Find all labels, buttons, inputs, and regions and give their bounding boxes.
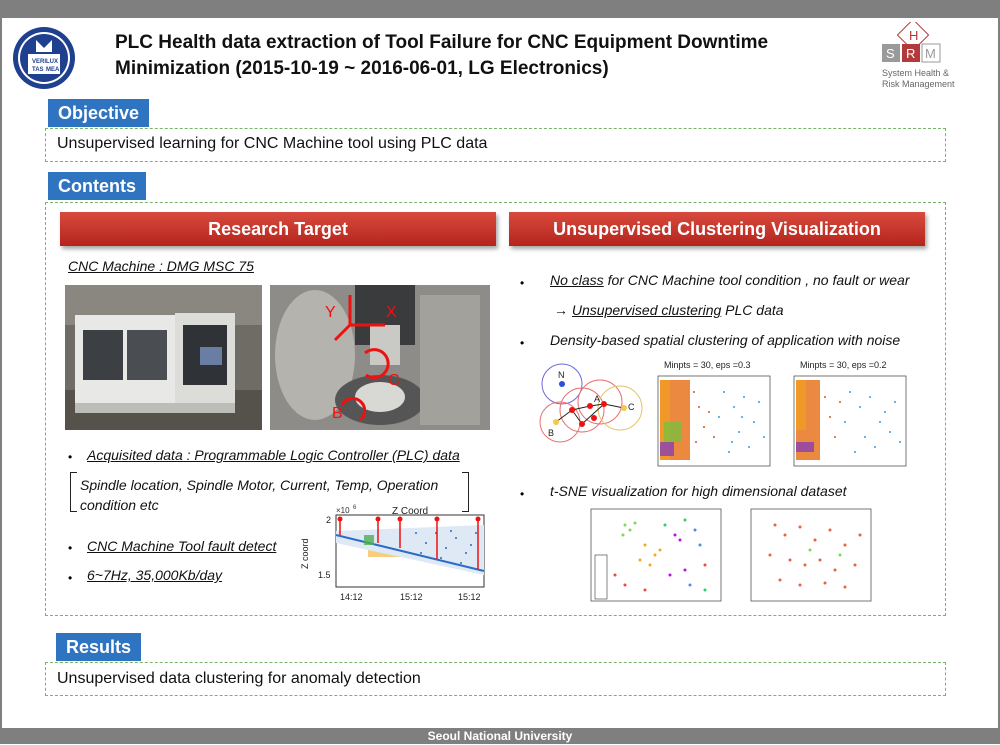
unsupervised-clustering-underlined: Unsupervised clustering [571, 302, 722, 318]
logo-text-2: LUX [46, 59, 58, 65]
sampling-rate-text: 6~7Hz, 35,000Kb/day [87, 567, 223, 583]
bullet-dot: • [68, 450, 73, 464]
axis-label-y: Y [325, 304, 336, 321]
bullet-dot: • [520, 487, 525, 501]
dbscan-label-c: C [628, 402, 635, 412]
zplot-ytick-1: 2 [326, 515, 332, 525]
left-border [0, 0, 2, 744]
shrm-logo [880, 22, 975, 92]
dbscan-plot-1-canvas [654, 372, 774, 472]
dbscan-label-b: B [548, 428, 555, 438]
logo-letter-h: H [909, 28, 919, 43]
logo-letter-r: R [906, 46, 916, 61]
objective-text: Unsupervised learning for CNC Machine tool using PLC data [57, 135, 488, 152]
axis-label-c: C [388, 372, 400, 389]
logo-text-3: TAS [32, 67, 44, 73]
no-class-text [550, 272, 910, 288]
no-class-underlined: No class [550, 272, 604, 288]
axis-label-x: X [386, 304, 397, 321]
dbscan-plot-1 [654, 360, 774, 472]
zplot-xtick-1: 14:12 [340, 592, 363, 602]
footer: Seoul National University [0, 728, 1000, 744]
tsne-plot-1 [585, 505, 725, 607]
bracket-left [70, 472, 77, 512]
z-coord-plot [296, 503, 488, 605]
machine-axes-photo [270, 285, 490, 430]
tsne-plot-2 [745, 505, 875, 607]
zplot-xtick-3: 15:12 [458, 592, 481, 602]
bullet-dot: • [68, 541, 73, 555]
logo-caption-2: Risk Management [882, 79, 955, 89]
bullet-dot: • [520, 276, 525, 290]
dbscan-label-n: N [558, 370, 565, 380]
dbscan-text: Density-based spatial clustering of application with noise [550, 332, 901, 348]
axis-label-b: B [332, 405, 343, 422]
acquisited-data-text: Acquisited data : Programmable Logic Controller (PLC) data [87, 447, 460, 463]
dbscan-plot-2 [790, 360, 910, 472]
dbscan-plot-2-title: Minpts = 30, eps =0.2 [800, 360, 887, 370]
no-class-rest: for CNC Machine tool condition , no fault or wear [603, 272, 910, 288]
research-target-banner: Research Target [60, 212, 496, 246]
dbscan-plot-1-title: Minpts = 30, eps =0.3 [664, 360, 751, 370]
logo-text-4: MEA [46, 67, 60, 73]
dbscan-plot-2-canvas [790, 372, 910, 472]
zplot-ylabel: Z coord [300, 538, 310, 569]
zplot-exponent: ×10 [336, 506, 350, 515]
tsne-text: t-SNE visualization for high dimensional dataset [550, 483, 847, 499]
contents-label: Contents [48, 172, 146, 200]
title-line-2: Minimization (2015-10-19 ~ 2016-06-01, LG Electronics) [115, 58, 609, 79]
logo-letter-s: S [886, 46, 895, 61]
title-line-1: PLC Health data extraction of Tool Failure for CNC Equipment Downtime [115, 32, 769, 53]
bracket-line-2: condition etc [80, 497, 159, 513]
unsupervised-clustering-text [554, 302, 784, 318]
results-text: Unsupervised data clustering for anomaly detection [57, 670, 421, 687]
logo-text-1: VERI [32, 59, 47, 65]
page-title [115, 30, 835, 82]
unsupervised-clustering-rest: PLC data [721, 302, 784, 318]
objective-label: Objective [48, 99, 149, 127]
university-logo [12, 26, 76, 90]
results-label: Results [56, 633, 141, 661]
bracket-line-1: Spindle location, Spindle Motor, Current, Temp, Operation [80, 477, 439, 493]
logo-letter-m: M [925, 46, 936, 61]
logo-caption-1: System Health & [882, 68, 950, 78]
dbscan-label-a: A [594, 394, 601, 404]
cnc-machine-photo [65, 285, 262, 430]
zplot-xtick-2: 15:12 [400, 592, 423, 602]
bullet-dot: • [68, 571, 73, 585]
top-bar [0, 0, 1000, 18]
fault-detect-text: CNC Machine Tool fault detect [87, 538, 277, 554]
clustering-banner: Unsupervised Clustering Visualization [509, 212, 925, 246]
dbscan-diagram [532, 362, 650, 444]
machine-caption: CNC Machine : DMG MSC 75 [68, 258, 254, 274]
zplot-title: Z Coord [392, 506, 429, 517]
zplot-exponent-sup: 6 [353, 505, 357, 511]
bullet-dot: • [520, 336, 525, 350]
arrow-icon: → [554, 302, 568, 318]
zplot-ytick-2: 1.5 [318, 570, 331, 580]
